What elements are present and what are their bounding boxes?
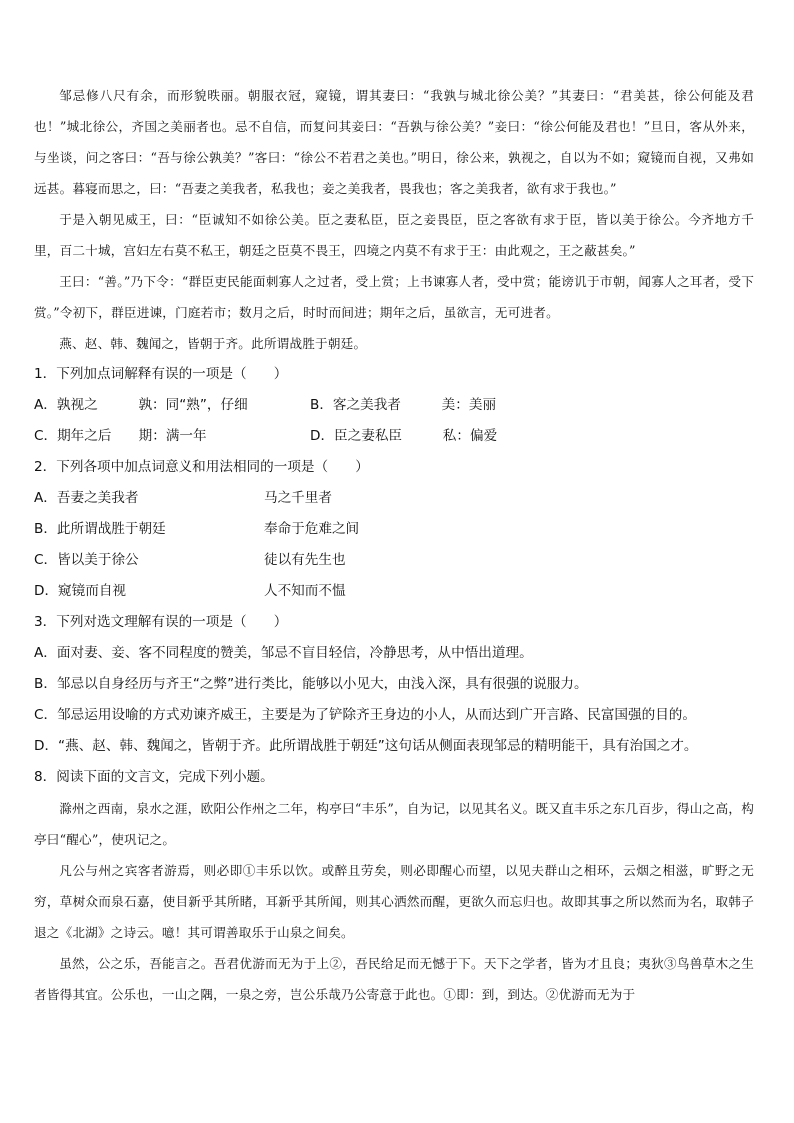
passage1-para-1: 邹忌修八尺有余，而形貌昳丽。朝服衣冠，窥镜，谓其妻曰：“我孰与城北徐公美？”其妻曰：“君美甚，徐公何能及君也！”城北徐公，齐国之美丽者也。忌不自信，而复问其妾曰：“吾孰与徐公美？”妾曰：“徐公何能及君也！”旦日，客从外来，与坐谈，问之客曰：“吾与徐公孰美？”客曰：“徐公不若君之美也。”明日，徐公来，孰视之，自以为不如；窥镜而自视，又弗如远甚。暮寝而思之，曰：“吾妻之美我者，私我也；妾之美我者，畏我也；客之美我者，欲有求于我也。”: [34, 88, 754, 196]
question-2-option-c-left: C．皆以美于徐公: [34, 552, 139, 568]
question-3-option-b: B．邹忌以自身经历与齐王“之弊”进行类比，能够以小见大，由浅入深，具有很强的说服力。: [34, 676, 588, 692]
question-1-option-d: D．臣之妻私臣 私：偏爱: [310, 428, 498, 444]
question-1-option-b: B．客之美我者 美：美丽: [310, 397, 497, 413]
question-2-option-c-right: 徒以有先生也: [264, 552, 346, 568]
passage2-para-1: 滁州之西南，泉水之涯，欧阳公作州之二年，构亭曰“丰乐”，自为记，以见其名义。既又直丰乐之东几百步，得山之高，构亭曰“醒心”，使巩记之。: [34, 801, 754, 847]
question-2-option-b-right: 奉命于危难之间: [264, 521, 360, 537]
question-2-option-a-left: A．吾妻之美我者: [34, 490, 139, 506]
question-2-stem: 2．下列各项中加点词意义和用法相同的一项是（ ）: [34, 459, 369, 475]
question-2-option-d-left: D．窥镜而自视: [34, 583, 127, 599]
question-2-option-a: [34, 483, 754, 514]
passage2-para-3: 虽然，公之乐，吾能言之。吾君优游而无为于上②，吾民给足而无憾于下。天下之学者，皆为才且良；夷狄③鸟兽草木之生者皆得其宜。公乐也，一山之隅，一泉之旁，岂公乐哉乃公寄意于此也。①即：到，到达。②优游而无为于: [34, 956, 754, 1002]
question-2-option-c: [34, 545, 754, 576]
question-2-option-d-right: 人不知而不愠: [264, 583, 346, 599]
question-1-options-row-1: [34, 390, 754, 421]
question-3-option-d: D．“燕、赵、韩、魏闻之，皆朝于齐。此所谓战胜于朝廷”这句话从侧面表现邹忌的精明能干，具有治国之才。: [34, 738, 698, 754]
question-2-option-d: [34, 576, 754, 607]
question-1-options-row-2: [34, 421, 754, 452]
question-8-stem: 8．阅读下面的文言文，完成下列小题。: [34, 769, 274, 785]
passage1-para-4: 燕、赵、韩、魏闻之，皆朝于齐。此所谓战胜于朝廷。: [59, 336, 367, 351]
passage1-para-2: 于是入朝见威王，曰：“臣诚知不如徐公美。臣之妻私臣，臣之妾畏臣，臣之客欲有求于臣，皆以美于徐公。今齐地方千里，百二十城，宫妇左右莫不私王，朝廷之臣莫不畏王，四境之内莫不有求于王：由此观之，王之蔽甚矣。”: [34, 212, 754, 258]
question-1-stem: 1．下列加点词解释有误的一项是（ ）: [34, 366, 288, 382]
question-2-option-a-right: 马之千里者: [264, 490, 332, 506]
question-3-option-c: C．邹忌运用设喻的方式劝谏齐威王，主要是为了铲除齐王身边的小人，从而达到广开言路、民富国强的目的。: [34, 707, 696, 723]
question-2-option-b: [34, 514, 754, 545]
question-3-stem: 3．下列对选文理解有误的一项是（ ）: [34, 614, 288, 630]
question-1-option-a: A．孰视之 孰：同“熟”，仔细: [34, 397, 248, 413]
passage1-para-3: 王曰：“善。”乃下令：“群臣吏民能面刺寡人之过者，受上赏；上书谏寡人者，受中赏；能谤讥于市朝，闻寡人之耳者，受下赏。”令初下，群臣进谏，门庭若市；数月之后，时时而间进；期年之后，虽欲言，无可进者。: [34, 274, 754, 320]
passage2-para-2: 凡公与州之宾客者游焉，则必即①丰乐以饮。或醉且劳矣，则必即醒心而望，以见夫群山之相环，云烟之相滋，旷野之无穷，草树众而泉石嘉，使目新乎其所睹，耳新乎其所闻，则其心洒然而醒，更欲久而忘归也。故即其事之所以然而为名，取韩子退之《北湖》之诗云。噫！其可谓善取乐于山泉之间矣。: [34, 863, 754, 940]
question-3-option-a: A．面对妻、妾、客不同程度的赞美，邹忌不盲目轻信，冷静思考，从中悟出道理。: [34, 645, 533, 661]
question-1-option-c: C．期年之后 期：满一年: [34, 428, 207, 444]
question-2-option-b-left: B．此所谓战胜于朝廷: [34, 521, 166, 537]
